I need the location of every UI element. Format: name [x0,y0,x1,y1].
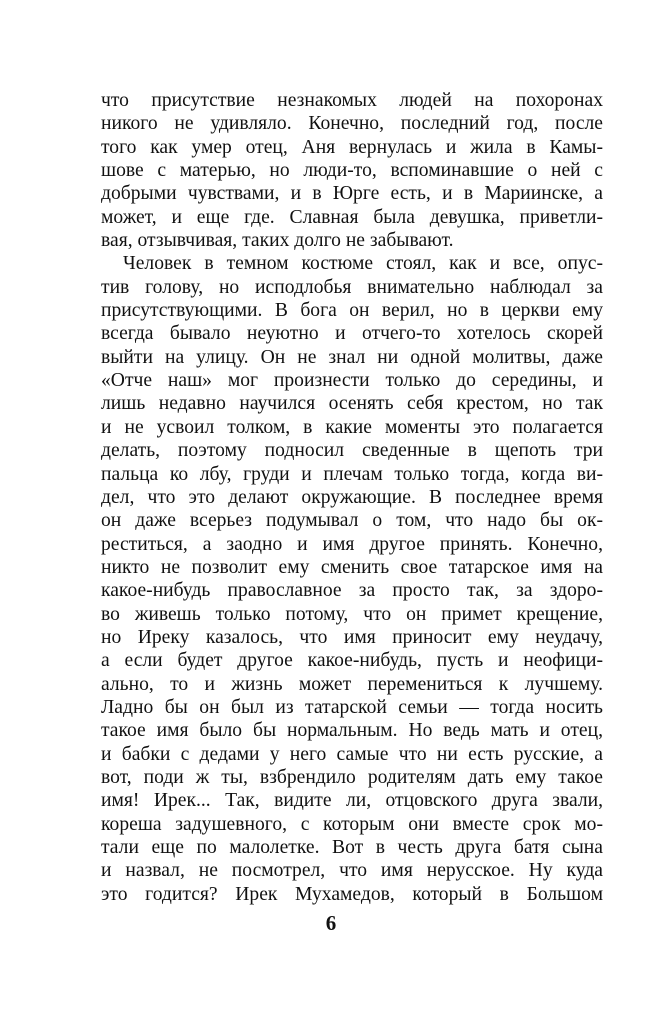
text-line: но Иреку казалось, что имя приносит ему неудачу, [101,626,603,648]
text-line: выйти на улицу. Он не знал ни одной молитвы, даже [101,346,603,368]
text-line: а если будет другое какое-нибудь, пусть и неофици- [101,650,603,672]
text-line: вот, поди ж ты, взбрендило родителям дать ему такое [101,766,603,788]
body-text [101,89,603,906]
text-line: того как умер отец, Аня вернулась и жила в Камы- [101,136,603,158]
text-line: Ладно бы он был из татарской семьи — тогда носить [101,696,603,718]
text-line: он даже всерьез подумывал о том, что надо бы ок- [101,510,603,532]
text-line: реститься, а заодно и имя другое принять. Конечно, [101,533,603,555]
text-line: тив голову, но исподлобья внимательно наблюдал за [101,276,603,298]
text-line: делать, поэтому подносил сведенные в щепоть три [101,440,603,462]
text-line: лишь недавно научился осенять себя крестом, но так [101,393,603,415]
text-line: имя! Ирек... Так, видите ли, отцовского друга звали, [101,790,603,812]
text-line: во живешь только потому, что он примет крещение, [101,603,603,625]
text-line: и не усвоил толком, в какие моменты это полагается [101,416,603,438]
text-line: Человек в темном костюме стоял, как и все, опус- [123,253,603,275]
text-line: шове с матерью, но люди-то, вспоминавшие о ней с [101,160,603,182]
text-line: и назвал, не посмотрел, что имя нерусское. Ну куда [101,860,603,882]
text-line: тали еще по малолетке. Вот в честь друга батя сына [101,837,603,858]
text-line: присутствующими. В бога он верил, но в церкви ему [101,300,603,322]
text-line: это годится? Ирек Мухамедов, который в Большом [101,883,603,905]
text-line: может, и еще где. Славная была девушка, приветли- [101,206,603,228]
text-line: ально, то и жизнь может перемениться к лучшему. [101,673,603,695]
text-line: такое имя было бы нормальным. Но ведь мать и отец, [101,720,603,742]
text-line: какое-нибудь православное за просто так, за здоро- [101,580,603,602]
text-line: кореша задушевного, с которым они вместе срок мо- [101,813,603,835]
text-line: «Отче наш» мог произнести только до середины, и [101,370,603,392]
text-line: всегда бывало неуютно и отчего-то хотелось скорей [101,323,603,345]
text-line: никто не позволит ему сменить свое татарское имя на [101,556,603,578]
text-line: никого не удивляло. Конечно, последний год, после [101,113,603,135]
text-line: добрыми чувствами, и в Юрге есть, и в Мариинске, а [101,183,603,205]
text-line: и бабки с дедами у него самые что ни есть русские, а [101,743,603,765]
paragraph [101,252,603,906]
page-number: 6 [325,911,337,935]
text-line: пальца ко лбу, груди и плечам только тогда, когда ви- [101,463,603,485]
paragraph [101,89,603,252]
text-line: вая, отзывчивая, таких долго не забывают. [101,230,454,252]
text-line: дел, что это делают окружающие. В последнее время [101,486,603,508]
text-line: что присутствие незнакомых людей на похоронах [101,90,603,111]
